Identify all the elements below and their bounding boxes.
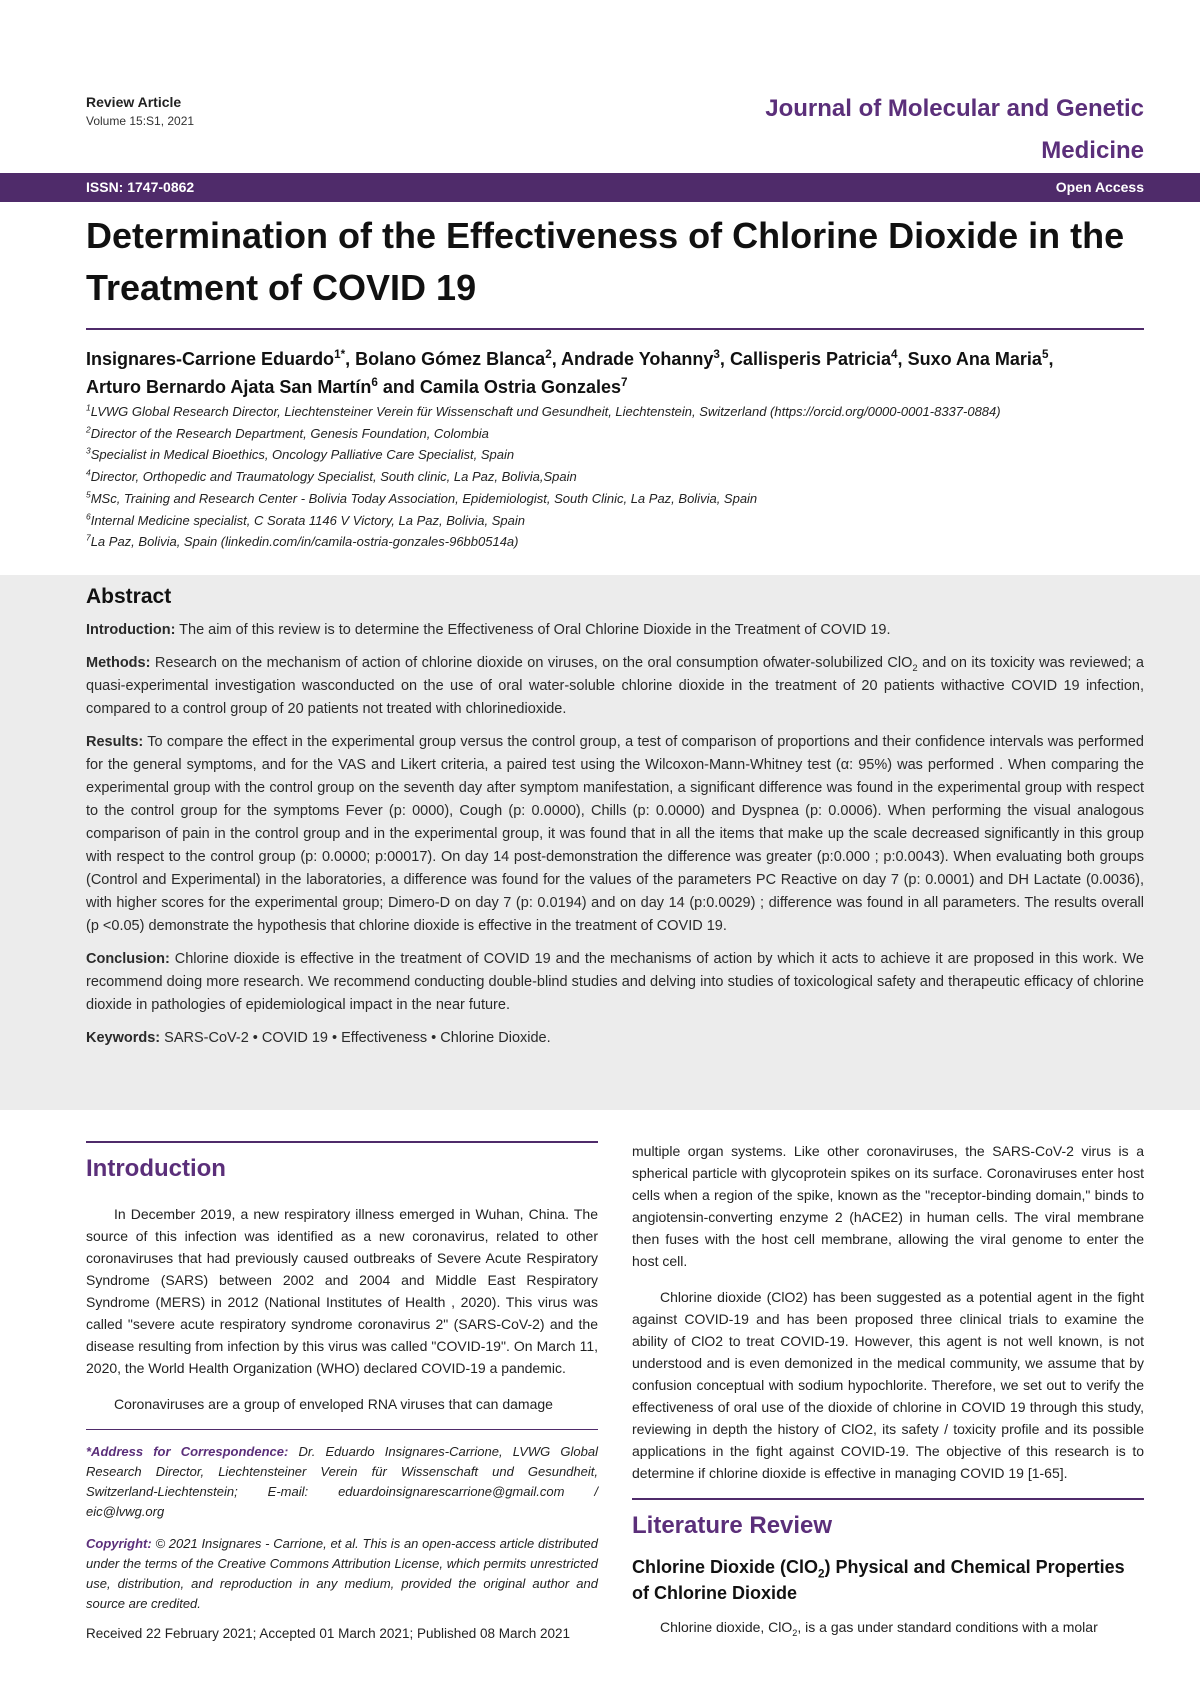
abstract-methods-text-b: and on its toxicity was reviewed; a quasi-experimental investigation wasconducted on the use of oral water-soluble chlorine dioxide in the treatment of 20 patients withactive COVID 19 infection, compared to a control group of 20 patients not treated with chlorinedioxide. (86, 655, 1144, 717)
footnote-divider (86, 1429, 598, 1430)
abstract-introduction-label: Introduction: (86, 622, 176, 638)
affiliation-text: Director of the Research Department, Genesis Foundation, Colombia (90, 425, 489, 441)
correspondence-text: Dr. Eduardo Insignares-Carrione, LVWG Global Research Director, Liechtensteiner Verein für Wissenschaft und Gesundheit, Switzerland-Liechtenstein; E-mail: eduardoinsignarescarrione@gmail.com / eic@lvwg.org (86, 1444, 598, 1519)
introduction-paragraph-3: multiple organ systems. Like other coronaviruses, the SARS-CoV-2 virus is a spherical particle with glycoprotein spikes on its surface. Coronaviruses enter host cells when a region of the spike, known as the "receptor-binding domain," binds to angiotensin-converting enzyme 2 (hACE2) in human cells. The viral membrane then fuses with the host cell membrane, allowing the viral genome to enter the host cell. (632, 1143, 1144, 1269)
abstract-keywords-text: SARS-CoV-2 • COVID 19 • Effectiveness • Chlorine Dioxide. (160, 1030, 551, 1046)
author-name: Arturo Bernardo Ajata San Martín (86, 377, 372, 397)
author-separator: , (897, 349, 908, 369)
author-list (86, 345, 1146, 401)
literature-subheading (632, 1554, 1144, 1606)
author-name: Callisperis Patricia (729, 349, 892, 369)
section-divider (632, 1498, 1144, 1500)
abstract-methods-text-a: Research on the mechanism of action of chlorine dioxide on viruses, on the oral consumption ofwater-solubilized ClO (150, 655, 913, 671)
affiliation-text: Internal Medicine specialist, C Sorata 1146 V Victory, La Paz, Bolivia, Spain (90, 512, 525, 528)
affiliation-text: MSc, Training and Research Center - Bolivia Today Association, Epidemiologist, South Clinic, La Paz, Bolivia, Spain (90, 490, 758, 506)
publication-dates: Received 22 February 2021; Accepted 01 March 2021; Published 08 March 2021 (86, 1626, 571, 1641)
article-type: Review Article (86, 94, 182, 110)
author-separator: and (377, 377, 420, 397)
author-affiliation-mark: 2 (545, 348, 552, 361)
affiliation-item (86, 423, 1156, 445)
copyright-text: © 2021 Insignares - Carrione, et al. This is an open-access article distributed under the terms of the Creative Commons Attribution License, which permits unrestricted use, distribution, and reproduction in any medium, provided the original author and source are credited. (86, 1536, 598, 1611)
affiliation-item (86, 510, 1156, 532)
abstract-box (0, 575, 1200, 1110)
affiliation-text: La Paz, Bolivia, Spain (linkedin.com/in/camila-ostria-gonzales-96bb0514a) (90, 534, 519, 550)
introduction-paragraph-2: Coronaviruses are a group of enveloped RNA viruses that can damage (114, 1396, 553, 1412)
journal-name[interactable]: Journal of Molecular and Genetic Medicine (765, 95, 1144, 164)
introduction-heading: Introduction (86, 1155, 226, 1182)
author-affiliation-mark: 3 (713, 348, 720, 361)
abstract-conclusion (86, 948, 1144, 1017)
literature-paragraph-1 (632, 1616, 1144, 1638)
copyright-label: Copyright: (86, 1536, 152, 1551)
abstract-conclusion-label: Conclusion: (86, 951, 170, 967)
subheading-text-a: Chlorine Dioxide (ClO (632, 1557, 819, 1577)
abstract-results (86, 731, 1144, 938)
abstract-methods-label: Methods: (86, 655, 151, 671)
subheading-sub: 2 (818, 1567, 825, 1581)
abstract-results-label: Results: (86, 734, 144, 750)
author-name: Camila Ostria Gonzales (419, 377, 621, 397)
issn-band (0, 173, 1200, 202)
affiliation-list (86, 401, 1156, 553)
abstract-conclusion-text: Chlorine dioxide is effective in the treatment of COVID 19 and the mechanisms of action by which it acts to achieve it are proposed in this work. We recommend doing more research. We recommend conducting double-blind studies and delving into studies of toxicological safety and therapeutic efficacy of chlorine dioxide in pathologies of epidemiological impact in the near future. (86, 951, 1144, 1013)
affiliation-number: 4 (86, 467, 91, 478)
abstract-heading: Abstract (86, 585, 172, 608)
author-name: Andrade Yohanny (561, 349, 714, 369)
affiliation-item (86, 444, 1156, 466)
author-separator: , (551, 349, 562, 369)
affiliation-number: 2 (86, 424, 91, 435)
affiliation-number: 3 (86, 446, 91, 457)
introduction-paragraph-4: Chlorine dioxide (ClO2) has been suggested as a potential agent in the fight against COVID-19 and has been proposed three clinical trials to examine the ability of ClO2 to treat COVID-19. However, this agent is not well known, is not understood and is even demonized in the medical community, we assume that by confusion conceptual with sodium hypochlorite. Therefore, we set out to verify the effectiveness of oral use of the dioxide of chlorine in COVID 19 through this study, reviewing in depth the history of ClO2, its safety / toxicity profile and its possible applications in the fight against COVID-19. The objective of this research is to determine if chlorine dioxide is effective in managing COVID 19 [1-65]. (632, 1289, 1144, 1481)
affiliation-number: 1 (86, 402, 91, 413)
affiliation-item (86, 488, 1156, 510)
section-divider (86, 1141, 598, 1143)
author-affiliation-mark: 1* (334, 348, 346, 361)
author-separator: , (345, 349, 356, 369)
article-title: Determination of the Effectiveness of Chlorine Dioxide in the Treatment of COVID 19 (86, 215, 1125, 308)
copyright-note (86, 1534, 598, 1614)
abstract-introduction (86, 619, 1144, 642)
affiliation-text: Director, Orthopedic and Traumatology Specialist, South clinic, La Paz, Bolivia,Spain (90, 469, 577, 485)
affiliation-item (86, 466, 1156, 488)
introduction-paragraph-1: In December 2019, a new respiratory illness emerged in Wuhan, China. The source of this infection was identified as a new coronavirus, related to other coronaviruses that had previously caused outbreaks of Severe Acute Respiratory Syndrome (SARS) between 2002 and 2004 and Middle East Respiratory Syndrome (MERS) in 2012 (National Institutes of Health , 2020). This virus was called "severe acute respiratory syndrome coronavirus 2" (SARS-CoV-2) and the disease resulting from infection by this virus was called "COVID-19". On March 11, 2020, the World Health Organization (WHO) declared COVID-19 a pandemic. (86, 1206, 598, 1376)
open-access-label: Open Access (1055, 179, 1144, 195)
literature-review-heading: Literature Review (632, 1512, 833, 1539)
abstract-introduction-text: The aim of this review is to determine the Effectiveness of Oral Chlorine Dioxide in the Treatment of COVID 19. (175, 622, 891, 638)
author-affiliation-mark: 6 (371, 376, 378, 389)
abstract-keywords (86, 1027, 1144, 1050)
affiliation-text: LVWG Global Research Director, Liechtensteiner Verein für Wissenschaft und Gesundheit, Liechtenstein, Switzerland (https://orcid.org/0000-0001-8337-0884) (90, 404, 1001, 419)
author-affiliation-mark: 5 (1041, 348, 1049, 361)
author-affiliation-mark: 7 (620, 376, 628, 389)
affiliation-number: 6 (86, 511, 91, 522)
affiliation-number: 5 (86, 489, 91, 500)
abstract-methods-sub: 2 (912, 661, 918, 673)
author-name: Bolano Gómez Blanca (355, 349, 546, 369)
literature-p1-sub: 2 (792, 1627, 798, 1638)
article-meta (86, 94, 386, 128)
literature-p1-text-a: Chlorine dioxide, ClO (660, 1619, 793, 1635)
literature-p1-text-b: , is a gas under standard conditions with a molar (797, 1619, 1098, 1635)
right-column (632, 1140, 1144, 1652)
author-name: Suxo Ana Maria (907, 349, 1042, 369)
left-column (86, 1141, 598, 1641)
abstract-results-text: To compare the effect in the experimental group versus the control group, a test of comparison of proportions and their confidence intervals was performed for the general symptoms, and for the VAS and Likert criteria, a paired test using the Wilcoxon-Mann-Whitney test (α: 95%) was performed . When comparing the experimental group with the control group on the seventh day after symptom manifestation, a significant difference was found in the experimental group with respect to the control group for the symptoms Fever (p: 0000), Cough (p: 0.0000), Chills (p: 0.0000) and Dyspnea (p: 0.0006). When performing the visual analogous comparison of pain in the control group and in the experimental group, it was found that in all the items that make up the scale decreased significantly in this group with respect to the control group (p: 0.0000; p:00017). On day 14 post-demonstration the difference was greater (p:0.000 ; p:0.0043). When evaluating both groups (Control and Experimental) in the laboratories, a difference was found for the values of the parameters PC Reactive on day 7 (p: 0.0001) and DH Lactate (0.0036), with higher scores for the experimental group; Dimero-D on day 7 (p: 0.0194) and on day 14 (p:0.0029) ; difference was found in all parameters. The results overall (p <0.05) demonstrate the hypothesis that chlorine dioxide is effective in the treatment of COVID 19. (86, 734, 1144, 934)
correspondence-label: *Address for Correspondence: (86, 1444, 289, 1459)
abstract-methods (86, 652, 1144, 721)
abstract-keywords-label: Keywords: (86, 1030, 161, 1046)
affiliation-number: 7 (86, 532, 91, 543)
author-affiliation-mark: 4 (891, 348, 898, 361)
affiliation-item (86, 531, 1156, 553)
volume-info: Volume 15:S1, 2021 (86, 114, 195, 128)
correspondence-note (86, 1442, 598, 1522)
author-separator: , (1048, 349, 1054, 369)
author-name: Insignares-Carrione Eduardo (86, 349, 335, 369)
title-divider (86, 328, 1144, 330)
affiliation-text: Specialist in Medical Bioethics, Oncology Palliative Care Specialist, Spain (90, 447, 515, 463)
author-separator: , (719, 349, 730, 369)
affiliation-item (86, 401, 1156, 423)
issn: ISSN: 1747-0862 (86, 179, 195, 195)
subheading-text-b: ) Physical and Chemical Properties of Chlorine Dioxide (632, 1557, 1125, 1603)
